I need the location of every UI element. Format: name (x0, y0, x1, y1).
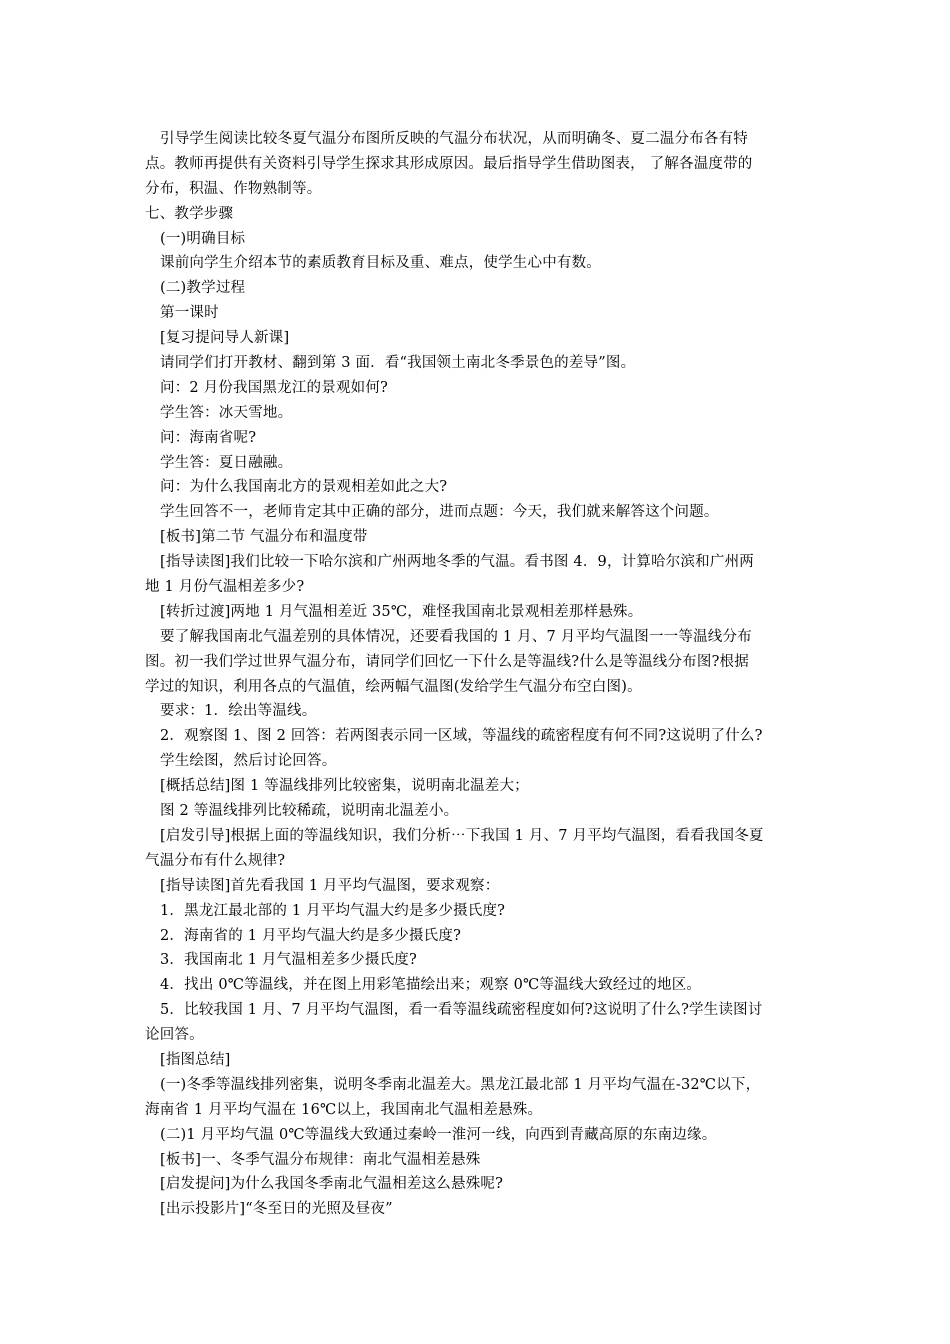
text-line: 要求：1．绘出等温线。 (160, 703, 317, 720)
text-line: 图 2 等温线排列比较稀疏，说明南北温差小。 (160, 803, 459, 820)
text-line: 要了解我国南北气温差别的具体情况，还要看我国的 1 月、7 月平均气温图一一等温线分布 (160, 628, 752, 645)
text-line: 气温分布有什么规律? (145, 852, 286, 869)
text-line: [启发引导]根据上面的等温线知识，我们分析⋯下我国 1 月、7 月平均气温图，看看我国冬夏 (160, 827, 764, 844)
text-line: 分布，积温、作物熟制等。 (145, 180, 322, 197)
text-line: [复习提问导人新课] (160, 330, 290, 347)
text-line: [板书]一、冬季气温分布规律：南北气温相差悬殊 (160, 1151, 481, 1168)
text-line: 学生回答不一，老师肯定其中正确的部分，进而点题：今天，我们就来解答这个问题。 (160, 504, 719, 521)
text-line: 问：海南省呢? (160, 429, 257, 446)
text-line: 学生绘图，然后讨论回答。 (160, 753, 337, 770)
text-line: 1．黑龙江最北部的 1 月平均气温大约是多少摄氏度? (160, 902, 506, 919)
text-line: [转折过渡]两地 1 月气温相差近 35℃，难怪我国南北景观相差那样悬殊。 (160, 603, 643, 620)
text-line: 引导学生阅读比较冬夏气温分布图所反映的气温分布状况，从而明确冬、夏二温分布各有特 (160, 131, 748, 147)
text-line: 图。初一我们学过世界气温分布，请同学们回忆一下什么是等温线?什么是等温线分布图?根据 (145, 653, 749, 670)
text-line: (二)教学过程 (160, 280, 246, 297)
text-line: [指导读图]我们比较一下哈尔滨和广州两地冬季的气温。看书图 4．9，计算哈尔滨和广州两 (160, 554, 754, 571)
text-line: [出示投影片]“冬至日的光照及昼夜” (160, 1201, 393, 1218)
text-line: 学过的知识，利用各点的气温值，绘两幅气温图(发给学生气温分布空白图)。 (145, 678, 642, 695)
text-line: 问：为什么我国南北方的景观相差如此之大? (160, 479, 448, 496)
text-line: 地 1 月份气温相差多少? (145, 579, 305, 596)
text-line: [指图总结] (160, 1051, 231, 1068)
text-line: [启发提问]为什么我国冬季南北气温相差这么悬殊呢? (160, 1176, 504, 1193)
text-line: [板书]第二节 气温分布和温度带 (160, 529, 368, 546)
text-line: 论回答。 (145, 1027, 204, 1044)
text-line: 问：2 月份我国黑龙江的景观如何? (160, 379, 389, 396)
text-line: 第一课时 (160, 305, 219, 322)
text-line: 学生答：夏日融融。 (160, 454, 293, 471)
text-line: 4．找出 0℃等温线，并在图上用彩笔描绘出来；观察 0℃等温线大致经过的地区。 (160, 977, 702, 994)
text-line: 学生答：冰天雪地。 (160, 404, 293, 421)
text-line: 点。教师再提供有关资料引导学生探求其形成原因。最后指导学生借助图表， 了解各温度带的 (145, 155, 753, 172)
text-line: (一)冬季等温线排列密集，说明冬季南北温差大。黑龙江最北部 1 月平均气温在-32℃以下， (160, 1076, 761, 1093)
text-line: 2．观察图 1、图 2 回答：若两图表示同一区域，等温线的疏密程度有何不同?这说明了什么? (160, 728, 763, 745)
text-line: (二)1 月平均气温 0℃等温线大致通过秦岭一淮河一线，向西到青藏高原的东南边缘。 (160, 1126, 717, 1143)
text-line: 2．海南省的 1 月平均气温大约是多少摄氏度? (160, 927, 462, 944)
text-line: 3．我国南北 1 月气温相差多少摄氏度? (160, 952, 417, 969)
text-line: 请同学们打开教材、翻到第 3 面．看“我国领土南北冬季景色的差导”图。 (160, 355, 636, 372)
text-line: 海南省 1 月平均气温在 16℃以上，我国南北气温相差悬殊。 (145, 1101, 543, 1118)
text-line: 5．比较我国 1 月、7 月平均气温图，看一看等温线疏密程度如何?这说明了什么?学生读图讨 (160, 1002, 763, 1019)
document-page (145, 127, 810, 1222)
text-line: [指导读图]首先看我国 1 月平均气温图，要求观察： (160, 877, 500, 894)
text-line: 七、教学步骤 (145, 205, 234, 222)
text-line: 课前向学生介绍本节的素质教育目标及重、难点，使学生心中有数。 (160, 255, 601, 272)
text-line: [概括总结]图 1 等温线排列比较密集，说明南北温差大； (160, 778, 529, 795)
text-line: (一)明确目标 (160, 230, 246, 247)
